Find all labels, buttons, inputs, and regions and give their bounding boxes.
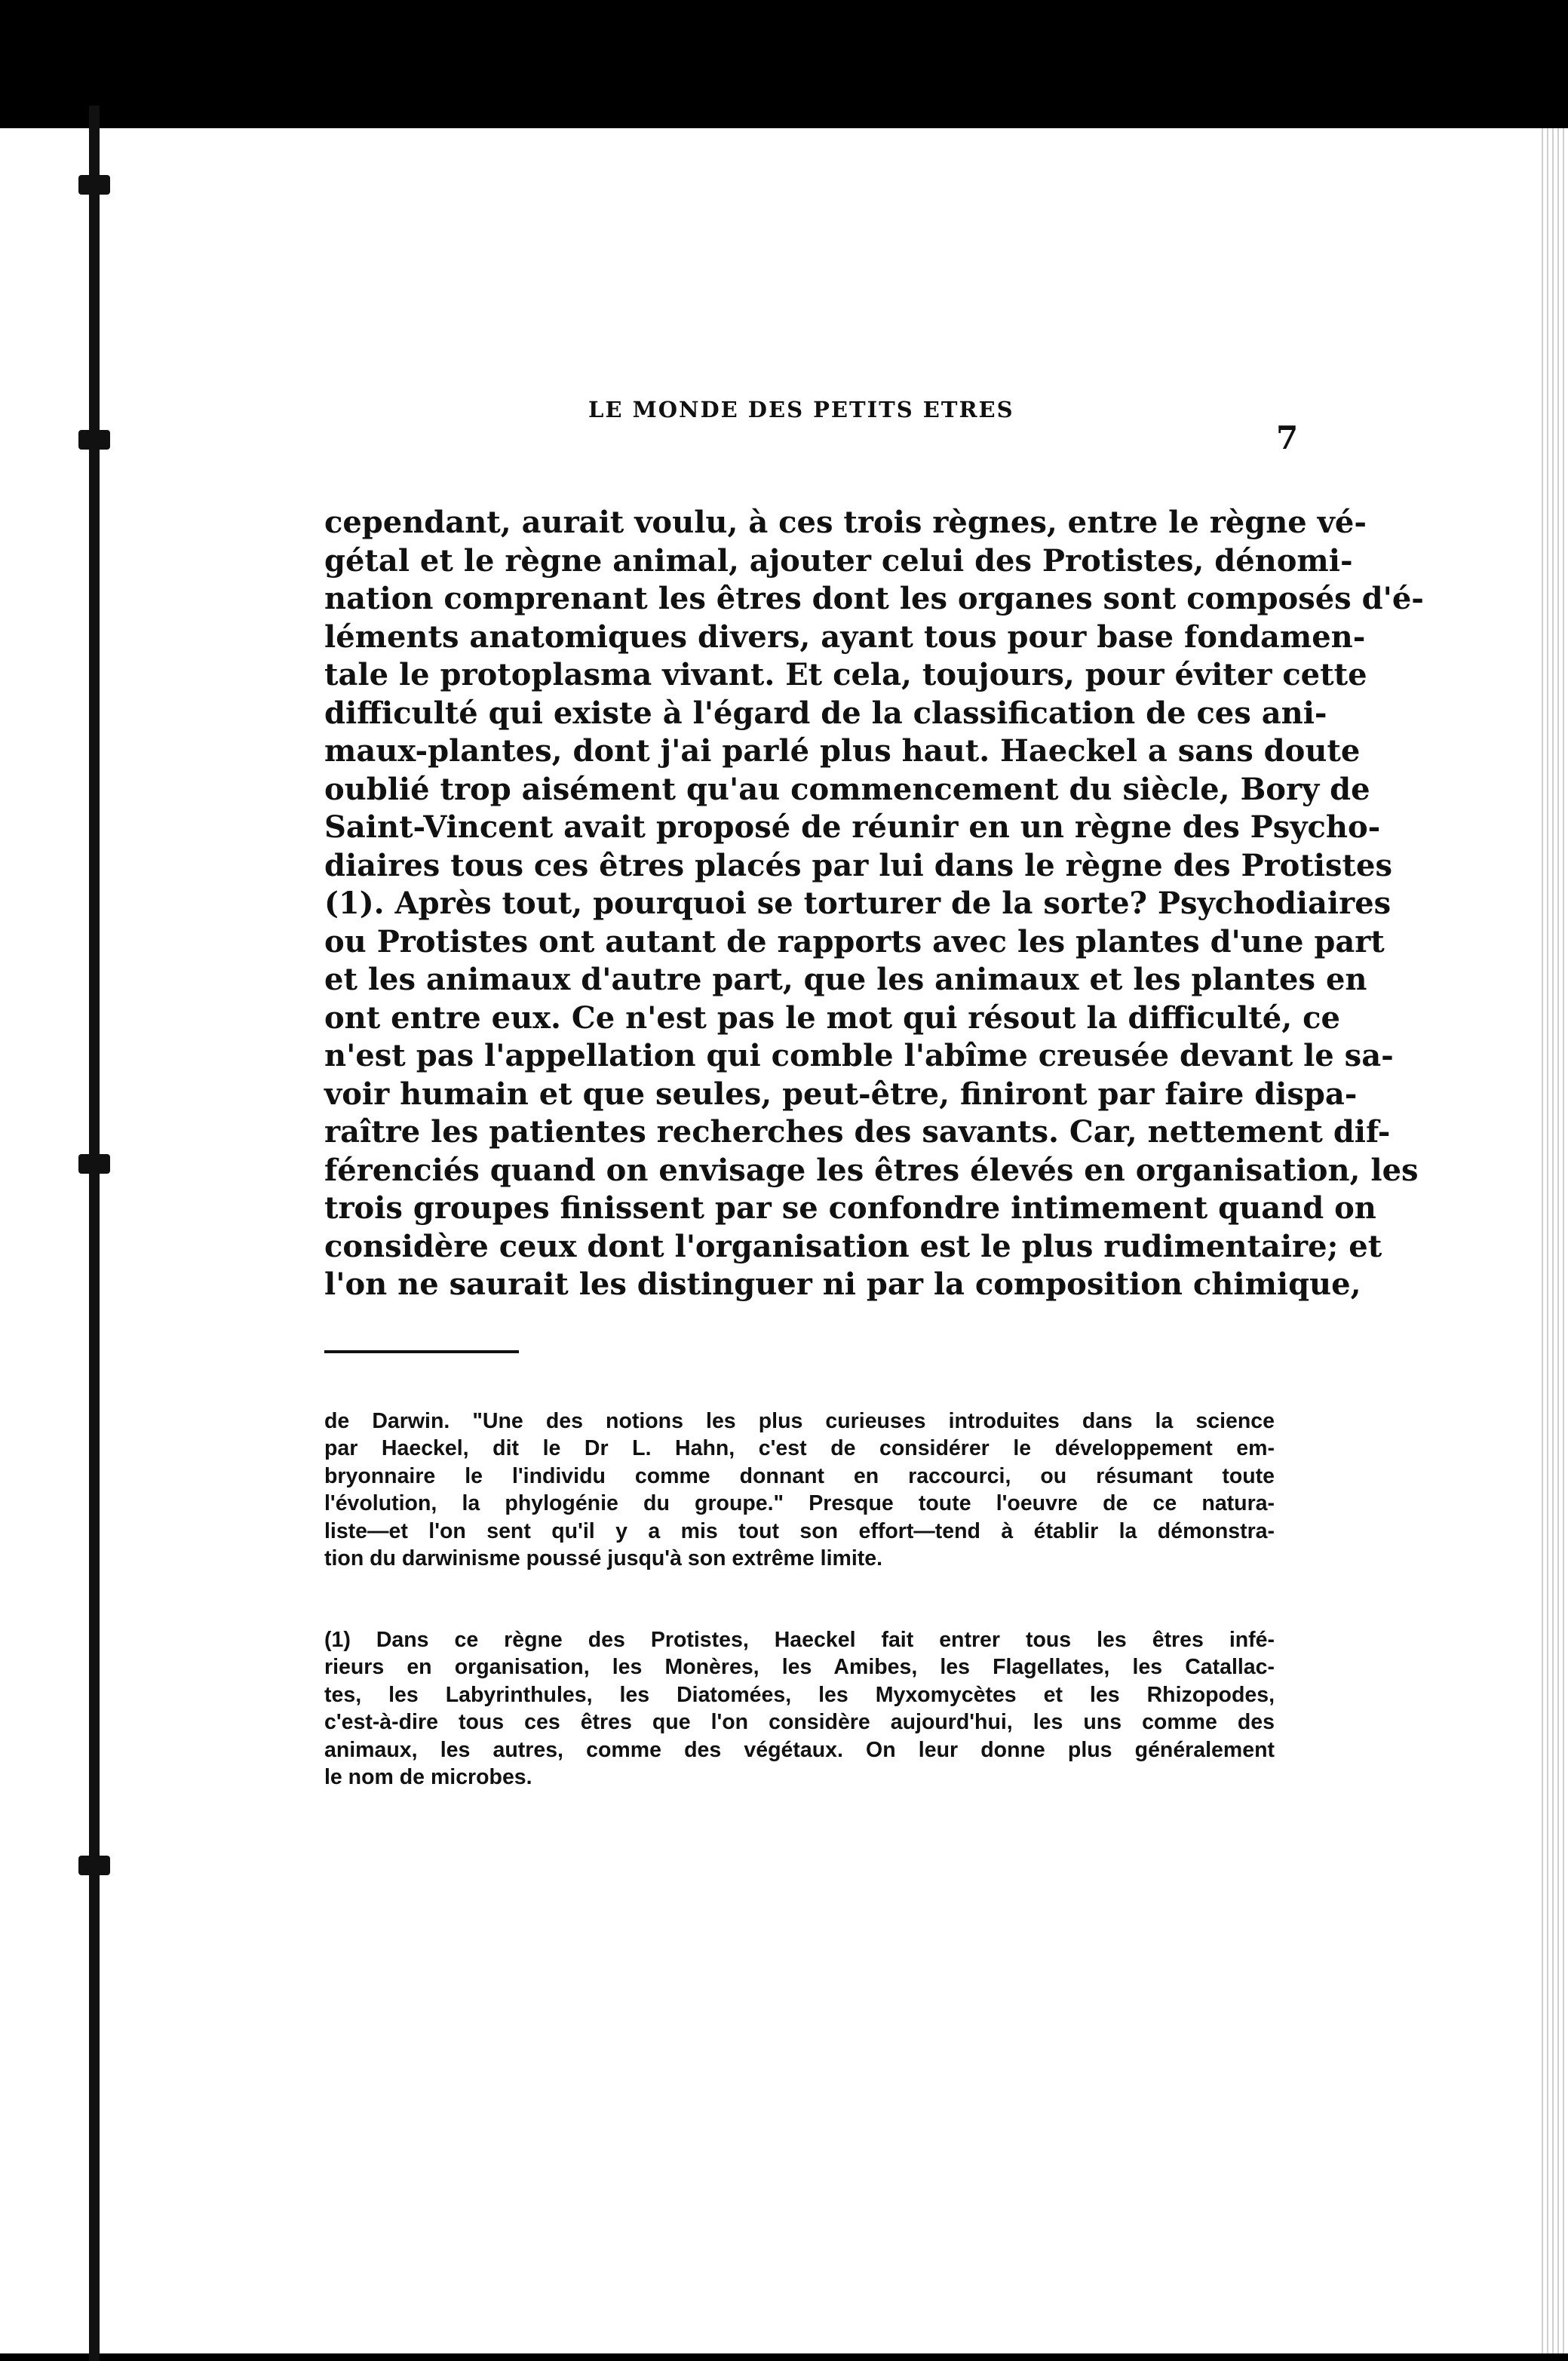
body-line: raître les patientes recherches des savants. Car, nettement dif-	[324, 1114, 1391, 1150]
body-line: ou Protistes ont autant de rapports avec les plantes d'une part	[324, 923, 1385, 959]
body-text	[324, 504, 1424, 1304]
body-line: l'on ne saurait les distinguer ni par la composition chimique,	[324, 1266, 1361, 1302]
footnote-line: le nom de microbes.	[324, 1765, 532, 1790]
footnote-1	[324, 1626, 1275, 1791]
body-line: (1). Après tout, pourquoi se torturer de la sorte? Psychodiaires	[324, 886, 1392, 921]
body-line: n'est pas l'appellation qui comble l'abîme creusée devant le sa-	[324, 1038, 1394, 1073]
body-line: difficulté qui existe à l'égard de la classification de ces ani-	[324, 695, 1327, 731]
footnote-line: bryonnaire le l'individu comme donnant en raccourci, ou résumant toute	[324, 1463, 1275, 1488]
footnote-separator	[324, 1350, 519, 1353]
body-line: trois groupes finissent par se confondre intimement quand on	[324, 1190, 1376, 1226]
body-line: oublié trop aisément qu'au commencement du siècle, Bory de	[324, 771, 1370, 807]
footnote-line: de Darwin. "Une des notions les plus curieuses introduites dans la science	[324, 1409, 1275, 1433]
page-stack-edge	[1538, 128, 1568, 2353]
footnote-line: l'évolution, la phylogénie du groupe." Presque toute l'oeuvre de ce natura-	[324, 1491, 1275, 1516]
body-line: diaires tous ces êtres placés par lui dans le règne des Protistes	[324, 847, 1392, 883]
binding-thread	[78, 430, 110, 450]
body-line: voir humain et que seules, peut-être, finiront par faire dispa-	[324, 1076, 1358, 1112]
running-title: LE MONDE DES PETITS ETRES	[588, 397, 1014, 422]
footnote-line: rieurs en organisation, les Monères, les Amibes, les Flagellates, les Catallac-	[324, 1655, 1275, 1680]
binding-thread	[78, 175, 110, 195]
binding-thread	[78, 1154, 110, 1174]
body-line: gétal et le règne animal, ajouter celui des Protistes, dénomi-	[324, 542, 1353, 579]
binding-thread	[78, 1856, 110, 1875]
body-line: léments anatomiques divers, ayant tous pour base fondamen-	[324, 619, 1366, 655]
footnote-line: (1) Dans ce règne des Protistes, Haeckel fait entrer tous les êtres infé-	[324, 1628, 1275, 1652]
footnote-continued	[324, 1408, 1275, 1572]
body-line: considère ceux dont l'organisation est le plus rudimentaire; et	[324, 1228, 1382, 1264]
body-line: férenciés quand on envisage les êtres élevés en organisation, les	[324, 1152, 1419, 1188]
body-line: tale le protoplasma vivant. Et cela, toujours, pour éviter cette	[324, 657, 1367, 692]
body-line: nation comprenant les êtres dont les organes sont composés d'é-	[324, 581, 1424, 616]
footnote-line: liste—et l'on sent qu'il y a mis tout son effort—tend à établir la démonstra-	[324, 1518, 1275, 1543]
footnote-line: tes, les Labyrinthules, les Diatomées, les Myxomycètes et les Rhizopodes,	[324, 1682, 1275, 1707]
body-line: maux-plantes, dont j'ai parlé plus haut. Haeckel a sans doute	[324, 733, 1361, 769]
footnote-line: tion du darwinisme poussé jusqu'à son extrême limite.	[324, 1546, 883, 1571]
page-number: 7	[1276, 419, 1299, 456]
body-line: et les animaux d'autre part, que les animaux et les plantes en	[324, 962, 1367, 997]
body-line: Saint-Vincent avait proposé de réunir en un règne des Psycho-	[324, 809, 1381, 845]
footnote-line: c'est-à-dire tous ces êtres que l'on considère aujourd'hui, les uns comme des	[324, 1710, 1275, 1735]
footnote-line: par Haeckel, dit le Dr L. Hahn, c'est de considérer le développement em-	[324, 1436, 1275, 1461]
footnote-line: animaux, les autres, comme des végétaux. On leur donne plus généralement	[324, 1737, 1275, 1762]
body-line: ont entre eux. Ce n'est pas le mot qui résout la difficulté, ce	[324, 999, 1340, 1036]
body-line: cependant, aurait voulu, à ces trois règnes, entre le règne vé-	[324, 505, 1367, 540]
